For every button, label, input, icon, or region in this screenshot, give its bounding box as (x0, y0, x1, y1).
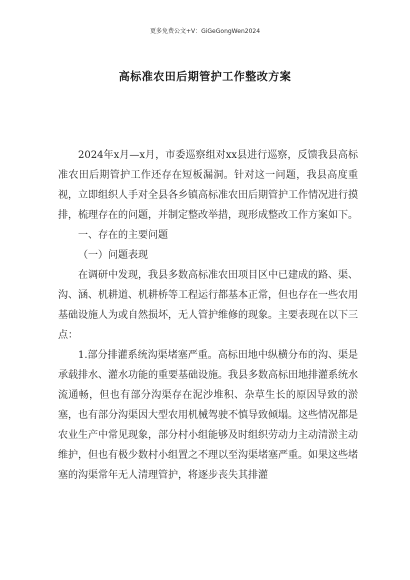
item-1-paragraph: 1.部分排灌系统沟渠堵塞严重。高标田地中纵横分布的沟、渠是承载排水、灌水功能的重要基础设施。我县多数高标田地排灌系统水流通畅，但也有部分沟渠存在泥沙堆积、杂草生长的原因导致的淤塞，也有部分沟渠因大型农用机械驾驶不慎导致倾塌。这些情况都是农业生产中常见现象，部分村小组能够及时组织劳动力主动清淤主动维护，但也有极少数村小组置之不理以至沟渠堵塞严重。如果这些堵塞的沟渠常年无人清理管护，将逐步丧失其排灌 (58, 350, 358, 481)
intro-paragraph: 2024年x月—x月，市委巡察组对xx县进行巡察，反馈我县高标准农田后期管护工作还存在短板漏洞。针对这一问题，我县高度重视，立即组织人手对全县各乡镇高标准农田后期管护工作情况进行摸排，梳理存在的问题，并制定整改举措，现形成整改工作方案如下。 (58, 150, 358, 221)
document-title: 高标准农田后期管护工作整改方案 (118, 70, 292, 83)
problem-paragraph: 在调研中发现，我县多数高标准农田项目区中已建成的路、渠、沟、涵、机耕道、机耕桥等工程运行都基本正常，但也存在一些农用基础设施人为或自然损坏，无人管护维修的现象。主要表现在以下三点： (58, 270, 358, 341)
header-note: 更多免费公文+V：GiGeGongWen2024 (149, 28, 261, 35)
section-heading-1: 一、存在的主要问题 (78, 230, 168, 241)
subsection-heading-1: （一）问题表现 (78, 250, 148, 261)
document-body (58, 146, 358, 486)
